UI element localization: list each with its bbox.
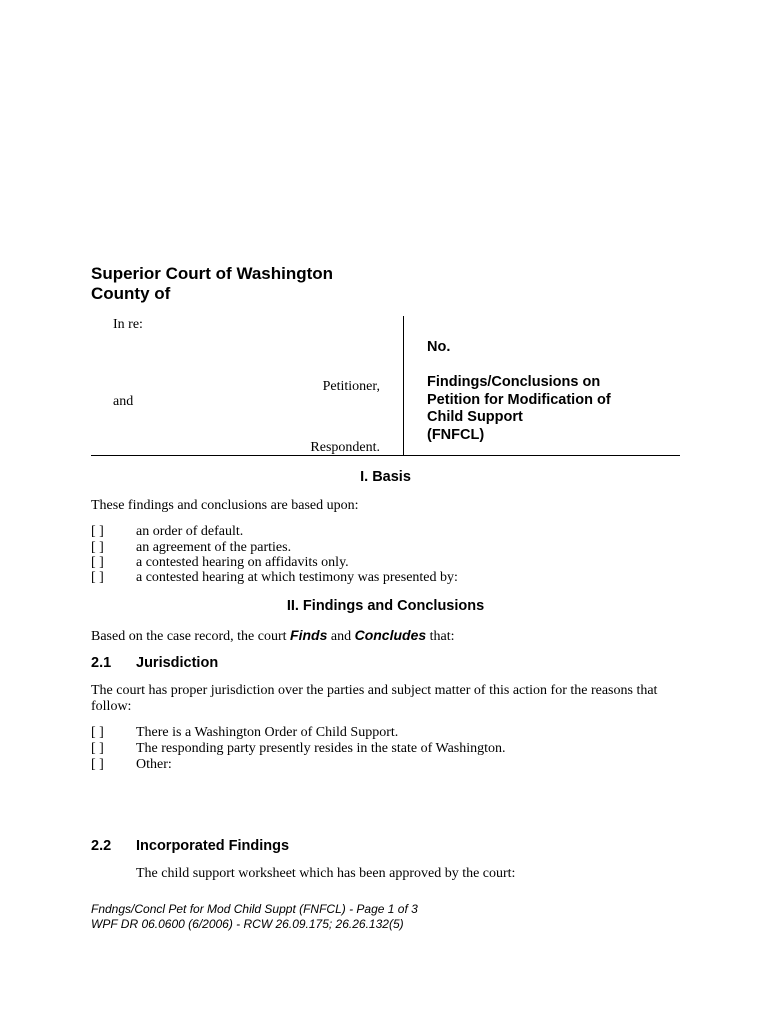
concludes-emphasis: Concludes — [354, 627, 427, 643]
title-line: (FNFCL) — [427, 426, 485, 443]
jurisdiction-option — [91, 741, 506, 756]
petitioner-label: Petitioner, — [322, 379, 380, 394]
case-number-label: No. — [427, 339, 451, 355]
section-2-1-number: 2.1 — [91, 655, 112, 671]
checkbox[interactable]: [ ] — [91, 757, 104, 772]
basis-option — [91, 540, 291, 555]
court-name: Superior Court of Washington — [91, 264, 334, 283]
checkbox[interactable]: [ ] — [91, 524, 104, 539]
option-text: Other: — [136, 757, 172, 772]
in-re-label: In re: — [113, 317, 143, 332]
basis-intro: These findings and conclusions are based upon: — [91, 498, 359, 513]
jurisdiction-option — [91, 725, 398, 740]
section-2-2-title: Incorporated Findings — [136, 838, 290, 854]
finds-emphasis: Finds — [290, 627, 328, 643]
option-text: a contested hearing on affidavits only. — [136, 555, 349, 570]
option-text: There is a Washington Order of Child Support. — [136, 725, 399, 740]
jurisdiction-text: The court has proper jurisdiction over the parties and subject matter of this action for the reasons that follow: — [91, 683, 658, 714]
option-text: an agreement of the parties. — [136, 540, 292, 555]
section-1-heading: I. Basis — [360, 469, 411, 485]
findings-intro — [91, 627, 680, 645]
basis-option — [91, 524, 243, 539]
intro-text: that: — [426, 629, 455, 644]
checkbox[interactable]: [ ] — [91, 555, 104, 570]
respondent-label: Respondent. — [310, 440, 380, 455]
basis-option — [91, 555, 349, 570]
title-line: Findings/Conclusions on — [427, 374, 601, 390]
document-title — [427, 374, 611, 444]
footer-line: WPF DR 06.0600 (6/2006) - RCW 26.09.175; 26.26.132(5) — [91, 917, 404, 931]
title-line: Petition for Modification of — [427, 391, 611, 408]
checkbox[interactable]: [ ] — [91, 725, 104, 740]
page-footer — [91, 902, 418, 932]
checkbox[interactable]: [ ] — [91, 741, 104, 756]
caption-divider — [403, 316, 404, 455]
option-text: The responding party presently resides in the state of Washington. — [136, 741, 506, 756]
basis-option — [91, 570, 458, 585]
checkbox[interactable]: [ ] — [91, 570, 104, 585]
section-2-heading: II. Findings and Conclusions — [286, 598, 485, 614]
option-text: an order of default. — [136, 524, 244, 539]
option-text: a contested hearing at which testimony was presented by: — [136, 570, 458, 585]
court-header — [91, 264, 333, 304]
incorporated-findings-text: The child support worksheet which has been approved by the court: — [136, 866, 516, 881]
section-2-1-title: Jurisdiction — [136, 655, 219, 671]
and-label: and — [113, 394, 134, 409]
section-2-2-number: 2.2 — [91, 838, 112, 854]
title-line: Child Support — [427, 409, 523, 425]
checkbox[interactable]: [ ] — [91, 540, 104, 555]
intro-text: Based on the case record, the court — [91, 629, 291, 644]
county-label: County of — [91, 284, 171, 303]
footer-line: Fndngs/Concl Pet for Mod Child Suppt (FNFCL) - Page 1 of 3 — [91, 902, 418, 916]
jurisdiction-option — [91, 757, 172, 772]
intro-text: and — [327, 629, 355, 644]
caption-rule — [91, 455, 680, 456]
